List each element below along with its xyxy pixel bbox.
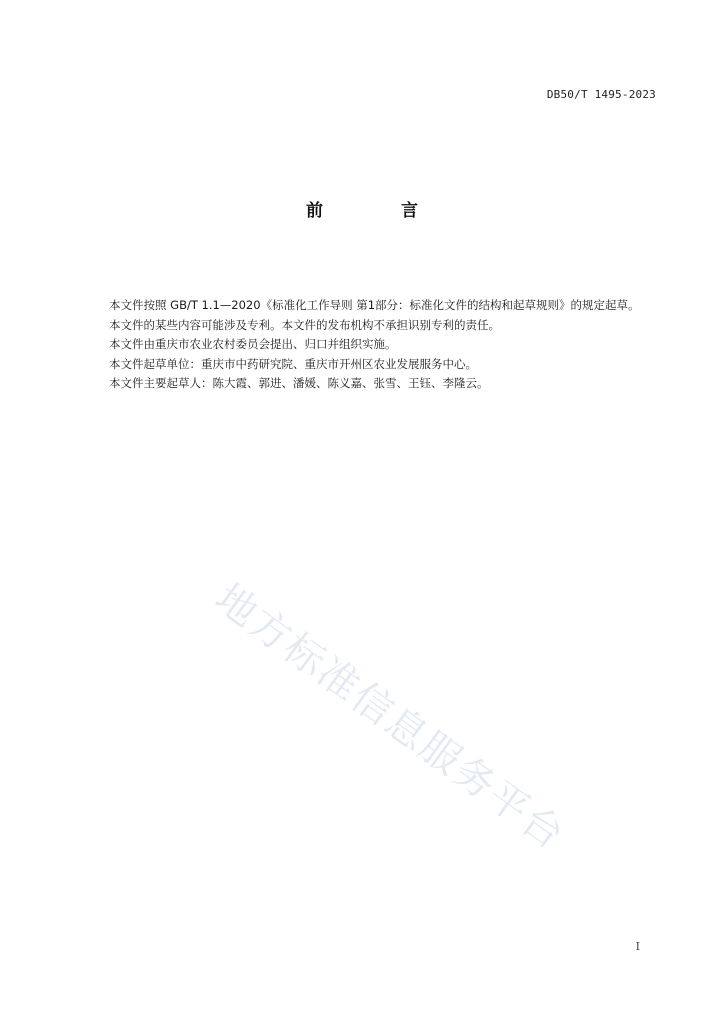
document-code: DB50/T 1495-2023 (546, 88, 656, 101)
paragraph-proposer: 本文件由重庆市农业农村委员会提出、归口并组织实施。 (109, 337, 397, 351)
paragraph-drafting-basis: 本文件按照 GB/T 1.1—2020《标准化工作导则 第1部分：标准化文件的结构和起草规则》的规定起草。 (109, 298, 640, 312)
paragraph-drafting-units: 本文件起草单位：重庆市中药研究院、重庆市开州区农业发展服务中心。 (109, 356, 477, 371)
watermark: 地方标准信息服务平台 (206, 575, 574, 860)
foreword-body (86, 296, 658, 394)
paragraph-drafters: 本文件主要起草人：陈大霞、郭进、潘媛、陈义嘉、张雪、王钰、李隆云。 (109, 376, 489, 390)
paragraph-patent-notice: 本文件的某些内容可能涉及专利。本文件的发布机构不承担识别专利的责任。 (109, 317, 500, 332)
page-title: 前 言 (306, 201, 454, 221)
page-number: I (635, 940, 640, 953)
